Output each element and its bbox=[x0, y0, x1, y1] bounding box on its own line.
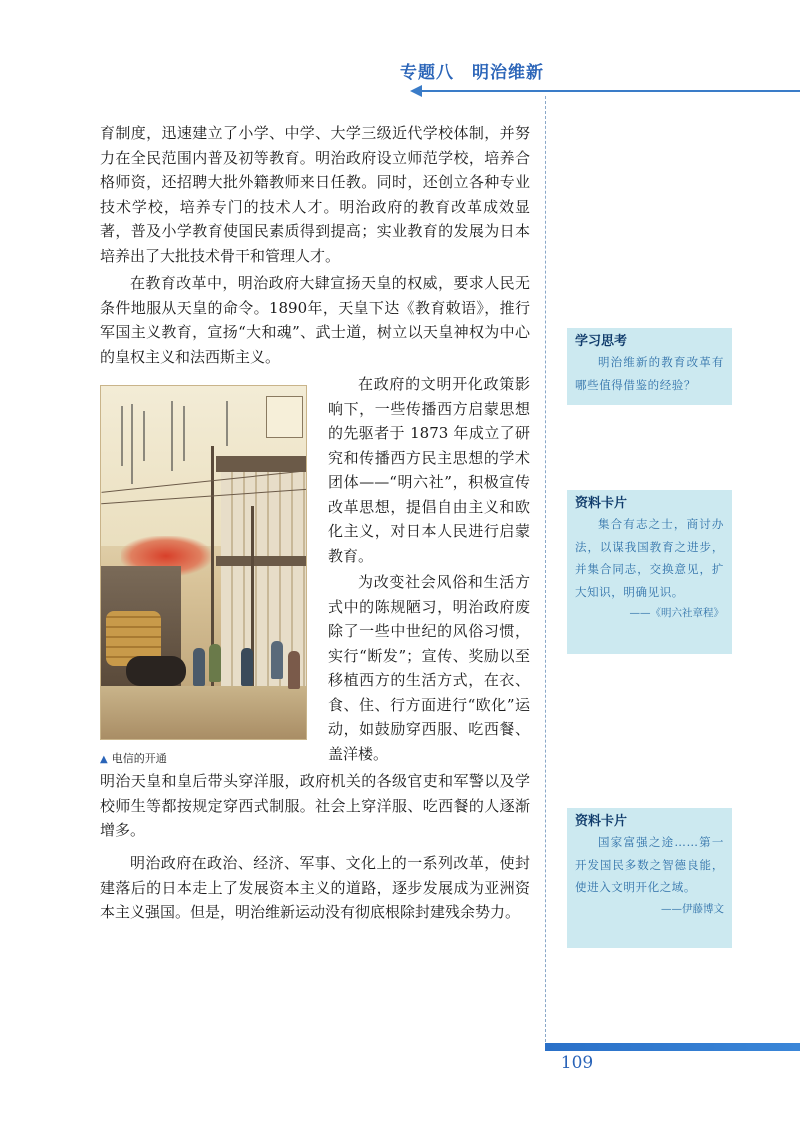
info-card-source: ——《明六社章程》 bbox=[629, 607, 724, 619]
page-number: 109 bbox=[560, 1053, 594, 1073]
column-divider bbox=[545, 96, 546, 1042]
study-think-box bbox=[567, 328, 732, 405]
info-card-body: 集合有志之士，商讨办法，以谋我国教育之进步，并集合同志，交换意见，扩大知识，明确见识。 bbox=[575, 517, 724, 599]
info-card-body: 国家富强之途……第一开发国民多数之智德良能，使进入文明开化之域。 bbox=[575, 835, 724, 894]
chapter-title: 专题八 明治维新 bbox=[400, 63, 544, 83]
info-card-ito bbox=[567, 808, 732, 948]
telegraph-opening-illustration bbox=[100, 385, 307, 740]
paragraph-meirokusha: 在政府的文明开化政策影响下，一些传播西方启蒙思想的先驱者于 1873 年成立了研究和传播西方民主思想的学术团体——“明六社”，积极宣传改革思想，提倡自由主义和欧化主义，对日本人民进行启蒙教育。 bbox=[328, 375, 530, 565]
paragraph-emperor-authority: 在教育改革中，明治政府大肆宣扬天皇的权威，要求人民无条件地服从天皇的命令。1890年，天皇下达《教育敕语》，推行军国主义教育，宣扬“大和魂”、武士道，树立以天皇神权为中心的皇权主义和法西斯主义。 bbox=[100, 274, 530, 366]
info-card-meirokusha bbox=[567, 490, 732, 654]
paragraph-education-system: 育制度，迅速建立了小学、中学、大学三级近代学校体制，并努力在全民范围内普及初等教育。明治政府设立师范学校，培养合格师资，还招聘大批外籍教师来日任教。同时，还创立各种专业技术学校，培养专门的技术人才。明治政府的教育改革成效显著，普及小学教育使国民素质得到提高；实业教育的发展为日本培养出了大批技术骨干和管理人才。 bbox=[100, 124, 530, 265]
info-card-title: 资料卡片 bbox=[575, 496, 628, 511]
info-card-title: 资料卡片 bbox=[575, 814, 628, 829]
paragraph-western-dress: 明治天皇和皇后带头穿洋服，政府机关的各级官吏和军警以及学校师生等都按规定穿西式制服。社会上穿洋服、吃西餐的人逐渐增多。 bbox=[100, 772, 530, 839]
paragraph-conclusion: 明治政府在政治、经济、军事、文化上的一系列改革，使封建落后的日本走上了发展资本主义的道路，逐步发展成为亚洲资本主义强国。但是，明治维新运动没有彻底根除封建残余势力。 bbox=[100, 854, 530, 921]
study-think-body: 明治维新的教育改革有哪些值得借鉴的经验？ bbox=[575, 355, 724, 392]
study-think-title: 学习思考 bbox=[575, 334, 628, 349]
caption-triangle-icon: ▲ bbox=[100, 754, 108, 765]
info-card-source: ——伊藤博文 bbox=[661, 902, 724, 915]
paragraph-customs: 为改变社会风俗和生活方式中的陈规陋习，明治政府废除了一些中世纪的风俗习惯，实行“断发”；宣传、奖励以至移植西方的生活方式，在衣、食、住、行方面进行“欧化”运动，如鼓励穿西服、吃西餐、盖洋楼。 bbox=[328, 573, 530, 763]
footer-bar bbox=[545, 1043, 800, 1051]
header-rule bbox=[418, 90, 800, 92]
figure-caption: ▲ 电信的开通 bbox=[100, 752, 167, 765]
